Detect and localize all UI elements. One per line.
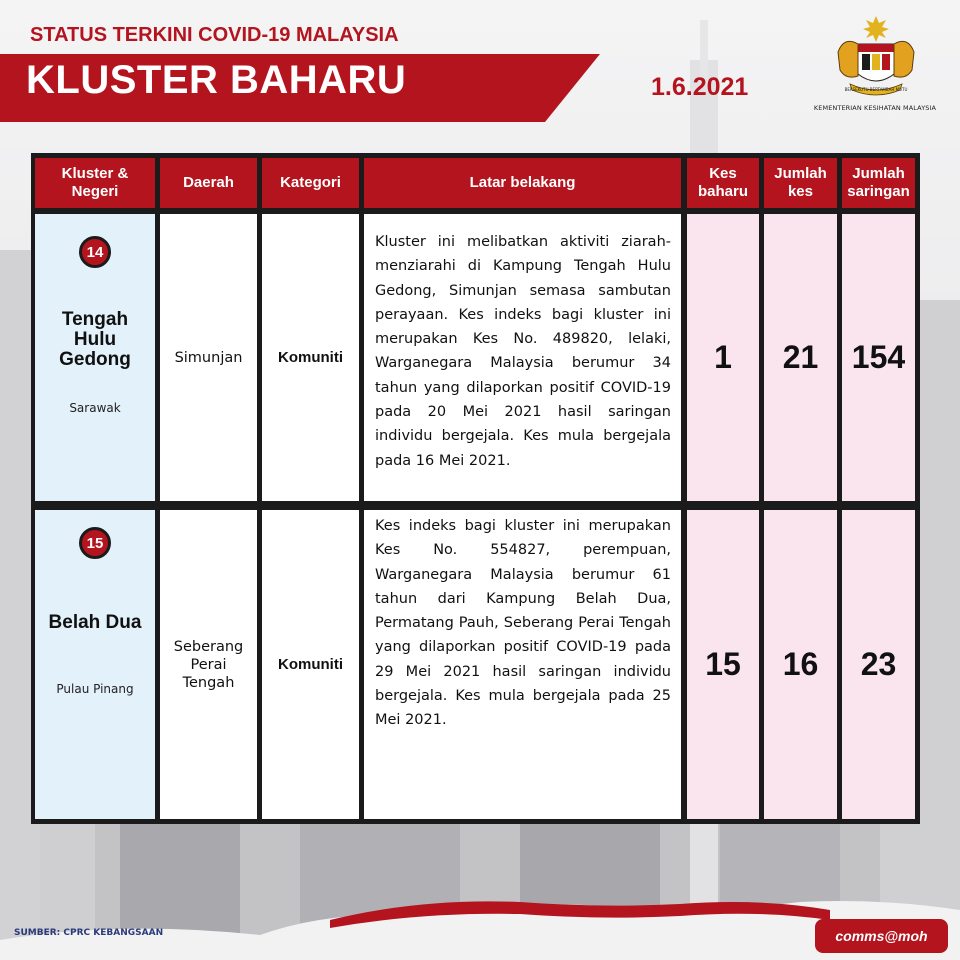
background-cell: [364, 510, 681, 819]
new-cases-value: 15: [705, 646, 741, 682]
total-cases-value: 21: [782, 339, 819, 375]
page-subtitle: STATUS TERKINI COVID-19 MALAYSIA: [30, 24, 399, 46]
total-screened-value: 154: [851, 339, 906, 375]
district-name: Simunjan: [174, 349, 243, 366]
cluster-number-badge: 15: [79, 527, 111, 559]
background-text: Kes indeks bagi kluster ini merupakan Kes No. 554827, perempuan, Warganegara Malaysia berumur 61 tahun dari Kampung Belah Dua, Permatang Pauh, Seberang Perai Tengah yang dilaporkan positif COVID-19 pada 29 Mei 2021 hasil saringan individu bergejala. Kes mula bergejala pada 25 Mei 2021.: [375, 518, 671, 729]
cluster-table: [31, 153, 920, 824]
header-district: Daerah: [160, 158, 257, 208]
background-text: Kluster ini melibatkan aktiviti ziarah-menziarahi di Kampung Tengah Hulu Gedong, Simunjan semasa sambutan perayaan. Kes indeks bagi kluster ini merupakan Kes No. 489820, lelaki, Warganegara Malaysia berumur 34 tahun yang dilaporkan positif COVID-19 pada 20 Mei 2021 hasil saringan individu bergejala. Kes mula bergejala pada 16 Mei 2021.: [375, 234, 671, 469]
total-cases-value: 16: [782, 646, 819, 682]
new-cases-cell: [687, 214, 759, 501]
cluster-cell-14: [35, 214, 155, 501]
category-name: Komuniti: [278, 656, 343, 673]
header-cluster-state: Kluster & Negeri: [35, 158, 155, 208]
comms-handle: comms@moh: [815, 919, 948, 953]
district-cell: [160, 510, 257, 819]
source-note: SUMBER: CPRC KEBANGSAAN: [14, 928, 164, 938]
page-title: KLUSTER BAHARU: [26, 58, 407, 102]
malaysia-crest-logo: [828, 14, 924, 100]
new-cases-value: 1: [714, 339, 732, 375]
category-cell: [262, 510, 359, 819]
header-background: Latar belakang: [364, 158, 681, 208]
district-name: Seberang Perai Tengah: [173, 638, 244, 691]
cluster-cell-15: [35, 510, 155, 819]
total-screened-cell: [842, 214, 915, 501]
total-cases-cell: [764, 510, 837, 819]
crest-motto: BERSEKUTU BERTAMBAH MUTU: [844, 87, 908, 92]
total-screened-value: 23: [860, 646, 897, 682]
total-screened-cell: [842, 510, 915, 819]
header-total-screened: Jumlah saringan: [842, 158, 915, 208]
cluster-name: Tengah Hulu Gedong: [59, 309, 131, 370]
header-category: Kategori: [262, 158, 359, 208]
header-new-cases: Kes baharu: [687, 158, 759, 208]
cluster-state: Pulau Pinang: [56, 682, 134, 696]
cluster-state: Sarawak: [69, 401, 121, 415]
ministry-name: KEMENTERIAN KESIHATAN MALAYSIA: [813, 104, 937, 112]
cluster-name: Belah Dua: [48, 612, 142, 633]
district-cell: [160, 214, 257, 501]
header-total-cases: Jumlah kes: [764, 158, 837, 208]
category-name: Komuniti: [278, 349, 343, 366]
new-cases-cell: [687, 510, 759, 819]
category-cell: [262, 214, 359, 501]
total-cases-cell: [764, 214, 837, 501]
cluster-number-badge: 14: [79, 236, 111, 268]
background-cell: [364, 214, 681, 501]
report-date: 1.6.2021: [651, 73, 749, 101]
